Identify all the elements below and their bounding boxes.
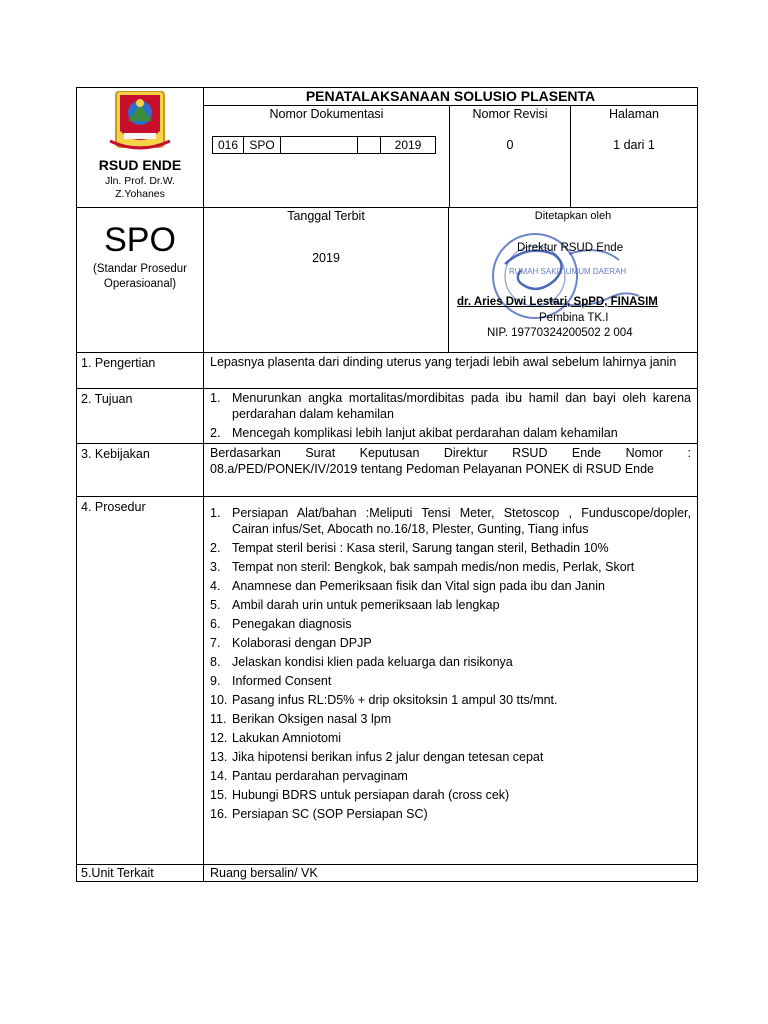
spo-cell [77,208,204,353]
halaman-value: 1 dari 1 [613,138,655,152]
list-item [210,730,691,749]
halaman-label: Halaman [608,107,660,121]
list-text: Anamnese dan Pemeriksaan fisik dan Vital sign pada ibu dan Janin [232,579,605,593]
list-text: Informed Consent [232,674,332,688]
row-content-kebijakan: Berdasarkan Surat Keputusan Direktur RSUD Ende Nomor : 08.a/PED/PONEK/IV/2019 tentang Pedoman Pelayanan PONEK di RSUD Ende [204,444,698,497]
list-item [210,635,691,654]
prosedur-list [210,505,691,822]
list-text: Menurunkan angka mortalitas/mordibitas pada ibu hamil dan bayi oleh karena perdarahan dalam kehamilan [232,391,691,421]
list-text: Penegakan diagnosis [232,617,352,631]
list-text: Hubungi BDRS untuk persiapan darah (cross cek) [232,788,510,802]
list-text: Kolaborasi dengan DPJP [232,636,372,650]
list-text: Lakukan Amniotomi [232,731,342,745]
list-text: Jika hipotensi berikan infus 2 jalur dengan tetesan cepat [232,750,544,764]
row-label-pengertian: 1. Pengertian [77,353,204,389]
list-item [210,787,691,806]
list-item [210,540,691,559]
tanggal-terbit-cell [204,208,449,353]
signatory-rank: Pembina TK.I [539,312,609,324]
halaman-block [571,106,697,207]
list-number: 11. [210,712,227,726]
list-number: 7. [210,636,221,650]
signature-area [449,224,697,352]
list-item [210,559,691,578]
row-label-unit-terkait: 5.Unit Terkait [77,865,204,882]
list-text: Persiapan Alat/bahan :Meliputi Tensi Meter, Stetoscop , Funduscope/dopler, Cairan infus/Set, Abocath no.16/18, Plester, Gunting, Tiang infus [232,506,691,536]
list-number: 4. [210,579,221,593]
list-number: 12. [210,731,228,745]
doc-number-part4 [358,137,381,153]
list-text: Jelaskan kondisi klien pada keluarga dan risikonya [232,655,513,669]
tujuan-list [210,390,691,441]
spo-table [76,87,698,882]
address-line-2: Z.Yohanes [115,188,165,200]
list-text: Pantau perdarahan pervaginam [232,769,408,783]
list-number: 1. [210,506,221,520]
list-number: 2. [210,426,221,440]
doc-number-part1: 016 [213,137,244,153]
list-number: 13. [210,750,228,764]
direktur-label: Direktur RSUD Ende [517,242,624,254]
address-line-1: Jln. Prof. Dr.W. [104,175,175,187]
ende-regency-logo [104,91,176,151]
row-content-unit-terkait: Ruang bersalin/ VK [204,865,698,882]
list-item [210,749,691,768]
list-number: 3. [210,560,221,574]
list-item [210,505,691,540]
list-number: 14. [210,769,228,783]
nomor-revisi-value: 0 [506,138,514,152]
list-number: 1. [210,391,221,405]
ditetapkan-label: Ditetapkan oleh [534,210,612,222]
tanggal-terbit-label: Tanggal Terbit [287,209,365,223]
list-item [210,711,691,730]
row-label-kebijakan: 3. Kebijakan [77,444,204,497]
list-item [210,692,691,711]
list-text: Persiapan SC (SOP Persiapan SC) [232,807,428,821]
row-content-prosedur [204,497,698,865]
list-text: Tempat steril berisi : Kasa steril, Sarung tangan steril, Bethadin 10% [232,541,609,555]
signatory-nip: NIP. 19770324200502 2 004 [487,327,633,339]
list-item [210,768,691,787]
list-number: 2. [210,541,221,555]
nomor-revisi-block [450,106,571,207]
tanggal-terbit-value: 2019 [312,251,340,265]
list-item [210,390,691,425]
list-text: Tempat non steril: Bengkok, bak sampah medis/non medis, Perlak, Skort [232,560,635,574]
ditetapkan-cell [449,208,698,353]
nomor-dokumentasi-label: Nomor Dokumentasi [269,107,384,121]
doc-number-part2: SPO [244,137,281,153]
nomor-dokumentasi-block [204,106,450,207]
row-label-tujuan: 2. Tujuan [77,389,204,444]
list-item [210,806,691,822]
list-number: 8. [210,655,221,669]
doc-number-year: 2019 [394,138,422,152]
list-item [210,425,691,441]
spo-subtitle-line-2: Operasioanal) [103,278,177,290]
list-number: 5. [210,598,221,612]
institution-name: RSUD ENDE [98,157,182,173]
list-item [210,578,691,597]
list-number: 6. [210,617,221,631]
spo-heading: SPO [104,221,176,259]
header-info-cell [204,88,698,208]
spo-subtitle-line-1: (Standar Prosedur [93,263,187,275]
list-item [210,673,691,692]
signatory-name: dr. Aries Dwi Lestari, SpPD, FINASIM [457,296,658,308]
list-item [210,616,691,635]
list-number: 16. [210,807,228,821]
logo-cell [77,88,204,208]
list-text: Berikan Oksigen nasal 3 lpm [232,712,392,726]
list-item [210,654,691,673]
spo-document [76,87,697,882]
row-content-pengertian: Lepasnya plasenta dari dinding uterus yang terjadi lebih awal sebelum lahirnya janin [204,353,698,389]
list-number: 9. [210,674,221,688]
nomor-revisi-label: Nomor Revisi [472,107,548,121]
row-label-prosedur: 4. Prosedur [77,497,204,865]
doc-number-part3 [281,137,358,153]
list-number: 10. [210,693,228,707]
list-number: 15. [210,788,228,802]
list-text: Ambil darah urin untuk pemeriksaan lab lengkap [232,598,500,612]
stamp-text: RUMAH SAKIT UMUM DAERAH [509,267,627,276]
document-title: PENATALAKSANAAN SOLUSIO PLASENTA [204,88,697,106]
list-text: Mencegah komplikasi lebih lanjut akibat perdarahan dalam kehamilan [232,426,618,440]
list-item [210,597,691,616]
row-content-tujuan [204,389,698,444]
list-text: Pasang infus RL:D5% + drip oksitoksin 1 ampul 30 tts/mnt. [232,693,558,707]
doc-number-box [212,136,436,154]
